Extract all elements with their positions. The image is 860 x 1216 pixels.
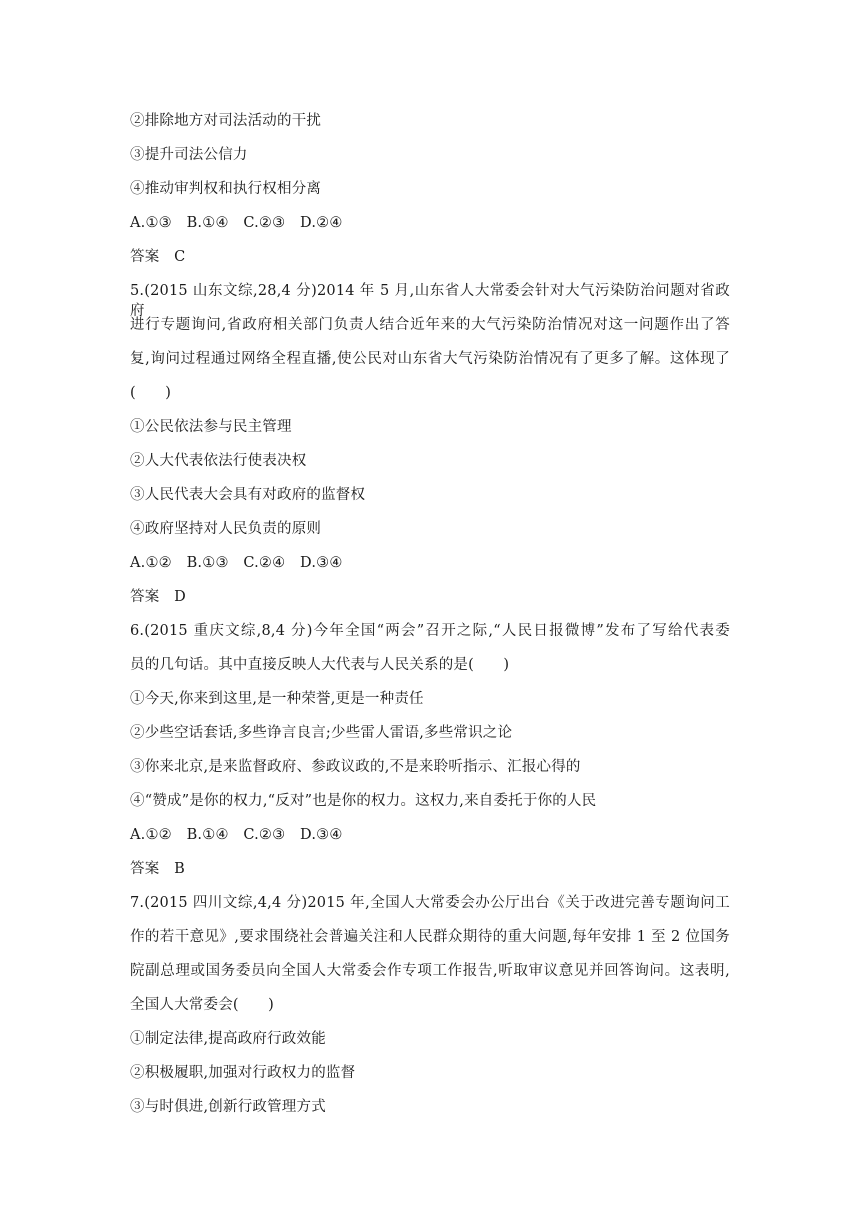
question-7-line-3: 院副总理或国务委员向全国人大常委会作专项工作报告,听取审议意见并回答询问。这表明, [130,963,730,979]
option-1: ①制定法律,提高政府行政效能 [130,1031,326,1047]
answer: 答案 D [130,589,186,605]
option-4: ④推动审判权和执行权相分离 [130,181,322,197]
option-1: ①公民依法参与民主管理 [130,419,292,435]
option-4: ④政府坚持对人民负责的原则 [130,521,322,537]
question-6-line-1: 6.(2015 重庆文综,8,4 分)今年全国“两会”召开之际,“人民日报微博”发布了写给代表委 [130,623,730,639]
question-5-line-4: ( ) [130,385,172,401]
option-2: ②排除地方对司法活动的干扰 [130,113,322,129]
answer: 答案 C [130,249,186,265]
question-7-line-1: 7.(2015 四川文综,4,4 分)2015 年,全国人大常委会办公厅出台《关于改进完善专题询问工 [130,895,730,911]
option-4: ④“赞成”是你的权力,“反对”也是你的权力。这权力,来自委托于你的人民 [130,793,597,809]
option-3: ③提升司法公信力 [130,147,248,163]
option-1: ①今天,你来到这里,是一种荣誉,更是一种责任 [130,691,424,707]
choices: A.①② B.①③ C.②④ D.③④ [130,555,343,571]
question-5-line-1: 5.(2015 山东文综,28,4 分)2014 年 5 月,山东省人大常委会针对大气污染防治问题对省政府 [130,283,730,319]
option-2: ②积极履职,加强对行政权力的监督 [130,1065,356,1081]
option-3: ③你来北京,是来监督政府、参政议政的,不是来聆听指示、汇报心得的 [130,759,581,775]
choices: A.①③ B.①④ C.②③ D.②④ [130,215,343,231]
question-7-line-2: 作的若干意见》,要求围绕社会普遍关注和人民群众期待的重大问题,每年安排 1 至 2 位国务 [130,929,730,945]
option-2: ②人大代表依法行使表决权 [130,453,307,469]
question-5-line-3: 复,询问过程通过网络全程直播,使公民对山东省大气污染防治情况有了更多了解。这体现了 [130,351,730,367]
option-2: ②少些空话套话,多些诤言良言;少些雷人雷语,多些常识之论 [130,725,513,741]
option-3: ③人民代表大会具有对政府的监督权 [130,487,366,503]
option-3: ③与时俱进,创新行政管理方式 [130,1099,326,1115]
answer: 答案 B [130,861,185,877]
question-6-line-2: 员的几句话。其中直接反映人大代表与人民关系的是( ) [130,657,510,673]
question-5-line-2: 进行专题询问,省政府相关部门负责人结合近年来的大气污染防治情况对这一问题作出了答 [130,317,730,333]
choices: A.①② B.①④ C.②③ D.③④ [130,827,343,843]
question-7-line-4: 全国人大常委会( ) [130,997,275,1013]
